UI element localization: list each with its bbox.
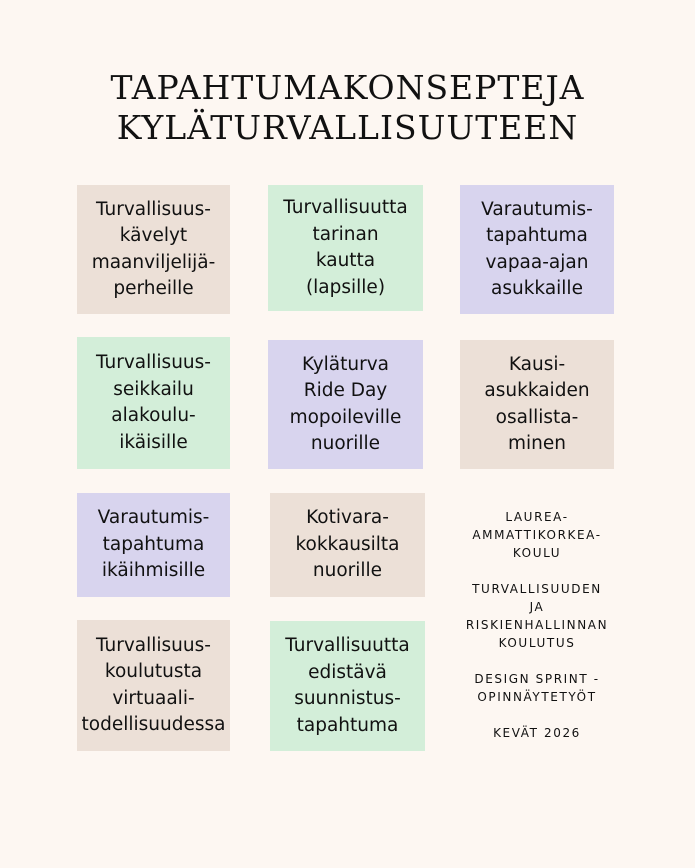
card-line: kautta [315, 250, 376, 271]
card-line: edistävä [308, 661, 387, 683]
card-line: ikäisille [119, 431, 188, 453]
concept-card-elderly-preparedness [77, 493, 230, 597]
card-line: Turvallisuutta [283, 197, 408, 218]
program-line: JA [529, 600, 545, 614]
program-line: KOULUTUS [498, 636, 576, 650]
card-line: osallista- [495, 406, 579, 428]
card-line: alakoulu- [111, 405, 196, 426]
card-line: Turvallisuus- [96, 352, 211, 373]
concept-card-farm-families [77, 185, 230, 314]
concept-card-vr-training [77, 620, 230, 751]
card-line: koulutusta [104, 661, 203, 682]
card-line: Kyläturva [301, 353, 390, 375]
card-line: todellisuudessa [81, 714, 226, 735]
concept-card-home-cooking [270, 493, 425, 597]
card-line: nuorille [312, 560, 383, 582]
card-line: kävelyt [119, 225, 188, 246]
concept-card-leisure-residents [460, 185, 614, 314]
card-line: tapahtuma [486, 225, 588, 246]
card-line: mopoileville [289, 406, 402, 428]
project-line: DESIGN SPRINT - [474, 672, 600, 686]
program-line: TURVALLISUUDEN [472, 582, 602, 596]
card-line: tapahtuma [296, 714, 399, 736]
card-line: ikäihmisille [101, 560, 206, 582]
concept-card-story-children [268, 185, 423, 311]
card-line: Ride Day [303, 380, 388, 401]
institution-info [455, 508, 619, 742]
card-line: maanviljelijä- [91, 251, 216, 273]
card-line: Turvallisuutta [285, 635, 410, 656]
project-line: OPINNÄYTETYÖT [477, 690, 597, 704]
card-line: tapahtuma [102, 533, 205, 555]
card-line: Turvallisuus- [96, 198, 211, 220]
card-line: Kausi- [508, 353, 566, 375]
card-line: tarinan [312, 223, 379, 245]
card-line: kokkausilta [295, 533, 400, 555]
concept-card-seasonal-residents [460, 340, 614, 469]
title-line-2: KYLÄTURVALLISUUTEEN [116, 108, 579, 147]
program-line: RISKIENHALLINNAN [465, 618, 609, 632]
card-line: suunnistus- [294, 688, 401, 709]
card-line: Varautumis- [97, 507, 210, 529]
school-line: KOULU [512, 546, 562, 560]
card-line: virtuaali- [112, 687, 195, 709]
school-line: LAUREA- [505, 510, 569, 524]
card-line: nuorille [310, 433, 381, 454]
card-line: Varautumis- [481, 198, 593, 220]
concept-card-ride-day [268, 340, 423, 469]
card-line: vapaa-ajan [485, 251, 589, 273]
card-line: Turvallisuus- [96, 634, 211, 656]
card-line: (lapsille) [305, 276, 386, 298]
concept-card-adventure-schoolkids [77, 337, 230, 469]
card-line: seikkailu [113, 378, 194, 400]
term-label: KEVÄT 2026 [493, 726, 581, 740]
title-line-1: TAPAHTUMAKONSEPTEJA [110, 68, 585, 107]
card-line: minen [507, 433, 566, 454]
card-line: Kotivara- [306, 507, 389, 529]
page-title [0, 68, 695, 148]
concept-card-orienteering [270, 621, 425, 751]
card-line: asukkaille [491, 278, 583, 299]
school-line: AMMATTIKORKEA- [472, 528, 602, 542]
card-line: asukkaiden [484, 380, 590, 401]
card-line: perheille [113, 278, 194, 299]
